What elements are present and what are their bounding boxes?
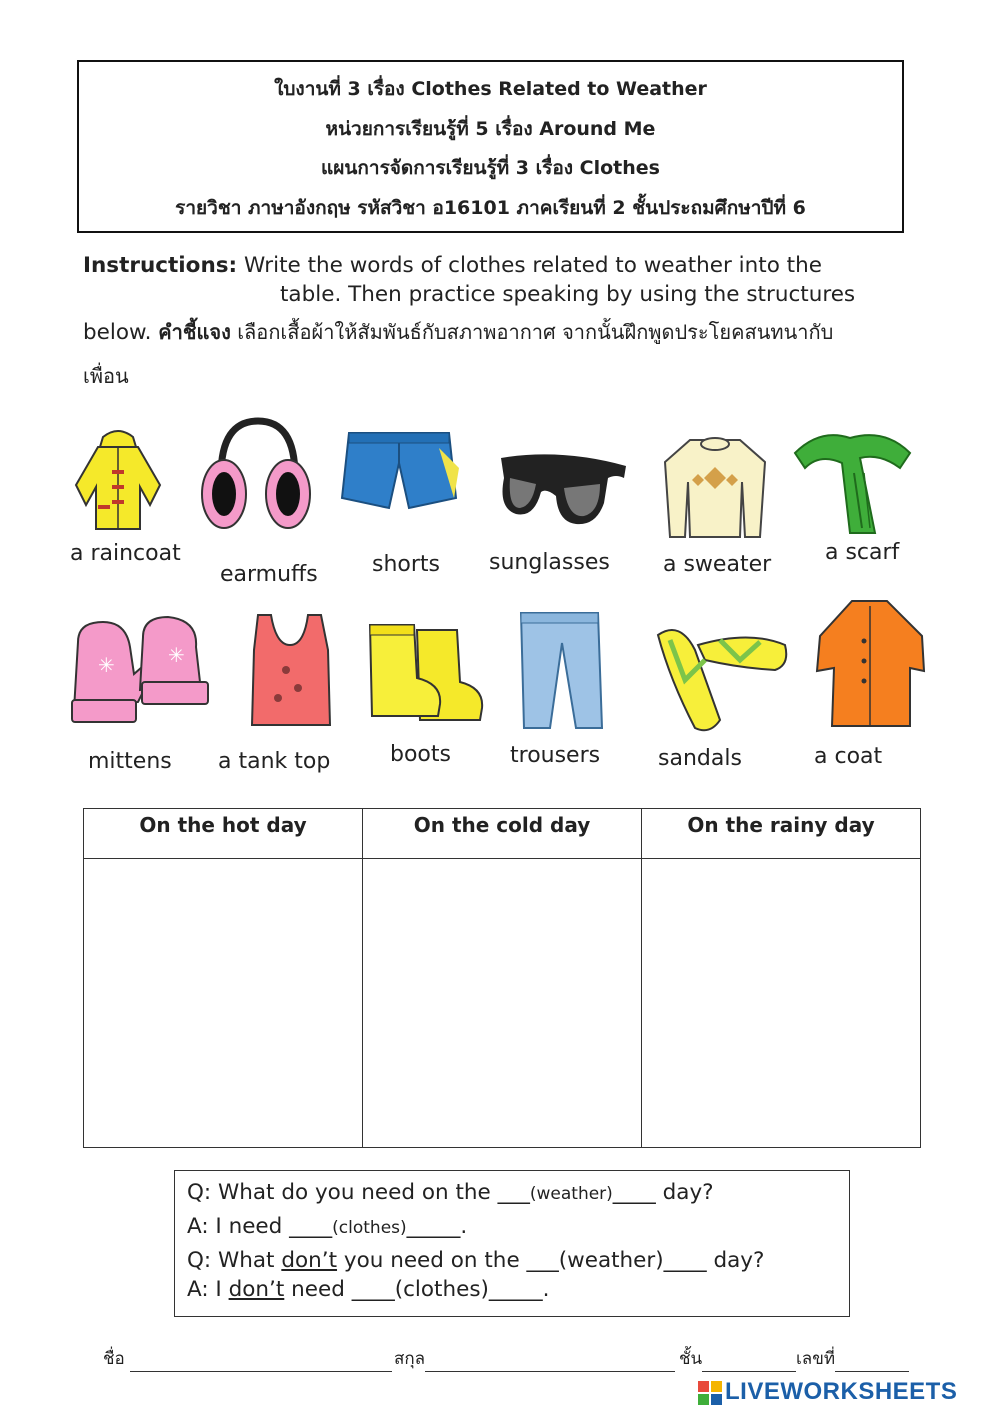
number-label: เลขที่ [796,1349,836,1369]
question-1-weather-hint: (weather) [529,1184,613,1204]
speaking-structures-box [174,1170,850,1317]
header-line-unit: หน่วยการเรียนรู้ที่ 5 เรื่อง Around Me [325,118,656,140]
number-blank[interactable] [835,1353,909,1372]
question-1-part-a: Q: What do you need on the ___ [187,1180,530,1205]
earmuffs-label: earmuffs [220,562,318,587]
column-header-hot-day: On the hot day [84,809,363,859]
column-header-cold-day: On the cold day [363,809,642,859]
boots-label: boots [390,742,451,767]
answer-cell-hot-day[interactable] [84,859,363,1148]
question-1-part-c: ____ day? [612,1180,714,1205]
question-2 [187,1248,764,1273]
name-label: ชื่อ [103,1349,125,1369]
name-field [103,1345,392,1372]
raincoat-label: a raincoat [70,541,181,566]
column-header-rainy-day: On the rainy day [642,809,921,859]
answer-2-dont: don’t [228,1277,285,1302]
sweater-label: a sweater [663,552,772,577]
instructions-line-2: table. Then practice speaking by using the structures [280,282,856,307]
thai-instructions-text: เลือกเสื้อผ้าให้สัมพันธ์กับสภาพอากาศ จากนั้นฝึกพูดประโยคสนทนากับ [230,320,834,344]
worksheet-header-box [77,60,904,233]
mittens-label: mittens [88,749,172,774]
instructions-text-1: Write the words of clothes related to weather into the [237,253,822,278]
earmuffs-icon [196,416,311,536]
clothes-sorting-table [83,808,921,1148]
answer-1-part-a: A: I need ____ [187,1214,333,1239]
trousers-icon [516,608,606,733]
scarf-icon [790,428,915,538]
answer-1-part-c: _____. [406,1214,468,1239]
name-blank[interactable] [130,1353,392,1372]
thai-instructions-line-2: เพื่อน [83,364,129,388]
sunglasses-label: sunglasses [489,550,610,575]
surname-label: สกุล [394,1349,426,1369]
raincoat-icon [68,425,168,535]
header-line-subject: รายวิชา ภาษาอังกฤษ รหัสวิชา อ16101 ภาคเรียนที่ 2 ชั้นประถมศึกษาปีที่ 6 [175,197,806,219]
answer-2-part-a: A: I [187,1277,229,1302]
coat-icon [812,596,932,731]
liveworksheets-logo-text: LIVEWORKSHEETS [725,1378,958,1405]
scarf-label: a scarf [825,540,900,565]
answer-cell-rainy-day[interactable] [642,859,921,1148]
answer-2-part-b: need ____(clothes)_____. [284,1277,550,1302]
question-2-dont: don’t [281,1248,338,1273]
sweater-icon [660,432,770,542]
instructions-text-3: below. [83,320,152,345]
boots-icon [362,620,487,725]
coat-label: a coat [814,744,883,769]
number-field [796,1345,909,1372]
class-label: ชั้น [679,1349,703,1369]
answer-1-clothes-hint: (clothes) [332,1218,407,1238]
answer-cell-cold-day[interactable] [363,859,642,1148]
instructions-label: Instructions: [83,253,238,278]
class-blank[interactable] [702,1353,796,1372]
sunglasses-icon [496,448,631,533]
header-line-plan: แผนการจัดการเรียนรู้ที่ 3 เรื่อง Clothes [321,157,660,179]
class-field [679,1345,796,1372]
shorts-icon [334,428,464,528]
instructions-line-1 [83,253,822,278]
sandals-label: sandals [658,746,742,771]
tanktop-label: a tank top [218,749,331,774]
thai-instructions-label: คำชี้แจง [158,320,231,344]
trousers-label: trousers [510,743,601,768]
svg-text:✳: ✳ [98,653,115,677]
svg-text:✳: ✳ [168,643,185,667]
tanktop-icon [246,610,336,730]
shorts-label: shorts [372,552,440,577]
question-2-part-a: Q: What [187,1248,282,1273]
liveworksheets-logo-icon [697,1380,723,1406]
question-1 [187,1180,714,1205]
sandals-icon [650,620,795,735]
answer-2 [187,1277,550,1302]
header-line-worksheet-title: ใบงานที่ 3 เรื่อง Clothes Related to Weather [274,78,707,100]
mittens-icon [68,612,213,732]
answer-1 [187,1214,467,1239]
instructions-line-3 [83,316,833,348]
surname-blank[interactable] [425,1353,675,1372]
surname-field [394,1345,675,1372]
question-2-part-b: you need on the ___(weather)____ day? [337,1248,765,1273]
